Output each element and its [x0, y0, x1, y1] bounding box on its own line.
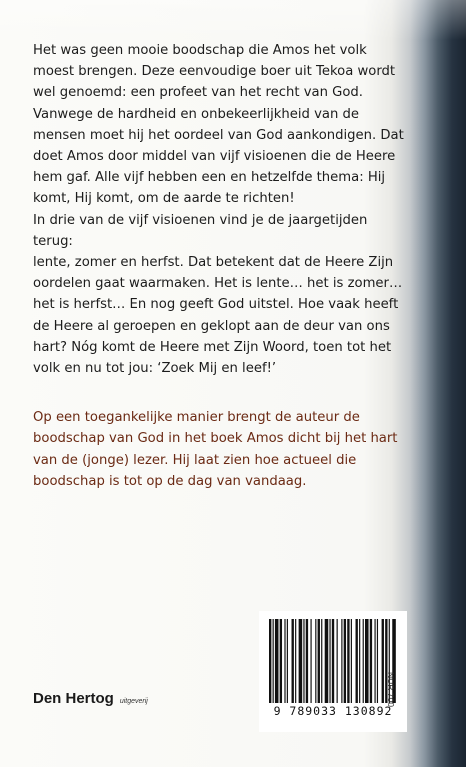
barcode-bar: [382, 619, 384, 703]
barcode-bar: [299, 619, 303, 703]
publisher-name: Den Hertog: [33, 690, 114, 707]
blurb-paragraph-1: Het was geen mooie boodschap die Amos het volk moest brengen. Deze eenvoudige boer uit Tekoa wordt wel genoemd: een profeet van het recht van God. Vanwege de hardheid en onbekeerlijkheid van de mensen moet hij het oordeel van God aankondigen. Dat doet Amos door middel van vijf visioenen die de Heere hem gaf. Alle vijf hebben een en hetzelfde thema: Hij komt, Hij komt, om de aarde te richten! In drie van de vijf visioenen vind je de jaargetijden terug: lente, zomer en herfst. Dat betekent dat de Heere Zijn oordelen gaat waarmaken. Het is lente… het is zomer… het is herfst… En nog geeft God uitstel. Hoe vaak heeft de Heere al geroepen en geklopt aan de deur van ons hart? Nóg komt de Heere met Zijn Woord, toen tot het volk en nu tot jou: ‘Zoek Mij en leef!’: [33, 43, 404, 377]
blurb-text: [33, 40, 411, 492]
barcode-bar: [310, 619, 311, 703]
barcode-bar: [356, 619, 358, 703]
barcode-bar: [269, 619, 271, 703]
barcode-bar: [325, 619, 329, 703]
barcode-bar: [332, 619, 334, 703]
barcode-bars: [269, 619, 397, 703]
barcode-bar: [287, 619, 288, 703]
barcode-bar: [337, 619, 338, 703]
isbn-barcode: [259, 611, 407, 732]
barcode-bar: [306, 619, 308, 703]
barcode-bar: [370, 619, 372, 703]
barcode-bar: [363, 619, 364, 703]
barcode-bar: [347, 619, 349, 703]
nur-code: NUR 700: [386, 672, 396, 707]
barcode-bar: [344, 619, 346, 703]
barcode-bar: [341, 619, 342, 703]
barcode-bar: [280, 619, 282, 703]
barcode-bar: [359, 619, 360, 703]
barcode-bar: [318, 619, 320, 703]
barcode-bar: [303, 619, 304, 703]
barcode-bar: [351, 619, 352, 703]
barcode-bar: [321, 619, 322, 703]
barcode-bar: [377, 619, 378, 703]
barcode-bar: [329, 619, 330, 703]
barcode-bar: [273, 619, 274, 703]
publisher-sub: uitgeverij: [119, 698, 148, 705]
isbn-digits: 9 789033 130892: [273, 704, 393, 718]
barcode-bar: [374, 619, 375, 703]
publisher-logo: [33, 690, 148, 707]
barcode-bar: [292, 619, 294, 703]
barcode-bar: [365, 619, 369, 703]
barcode-bar: [284, 619, 285, 703]
barcode-bar: [295, 619, 296, 703]
barcode-bar: [315, 619, 316, 703]
blurb-paragraph-2: Op een toegankelijke manier brengt de auteur de boodschap van God in het boek Amos dicht bij het hart van de (jonge) lezer. Hij laat zien hoe actueel die boodschap is tot op de dag van vandaag.: [33, 410, 398, 489]
barcode-bar: [275, 619, 279, 703]
